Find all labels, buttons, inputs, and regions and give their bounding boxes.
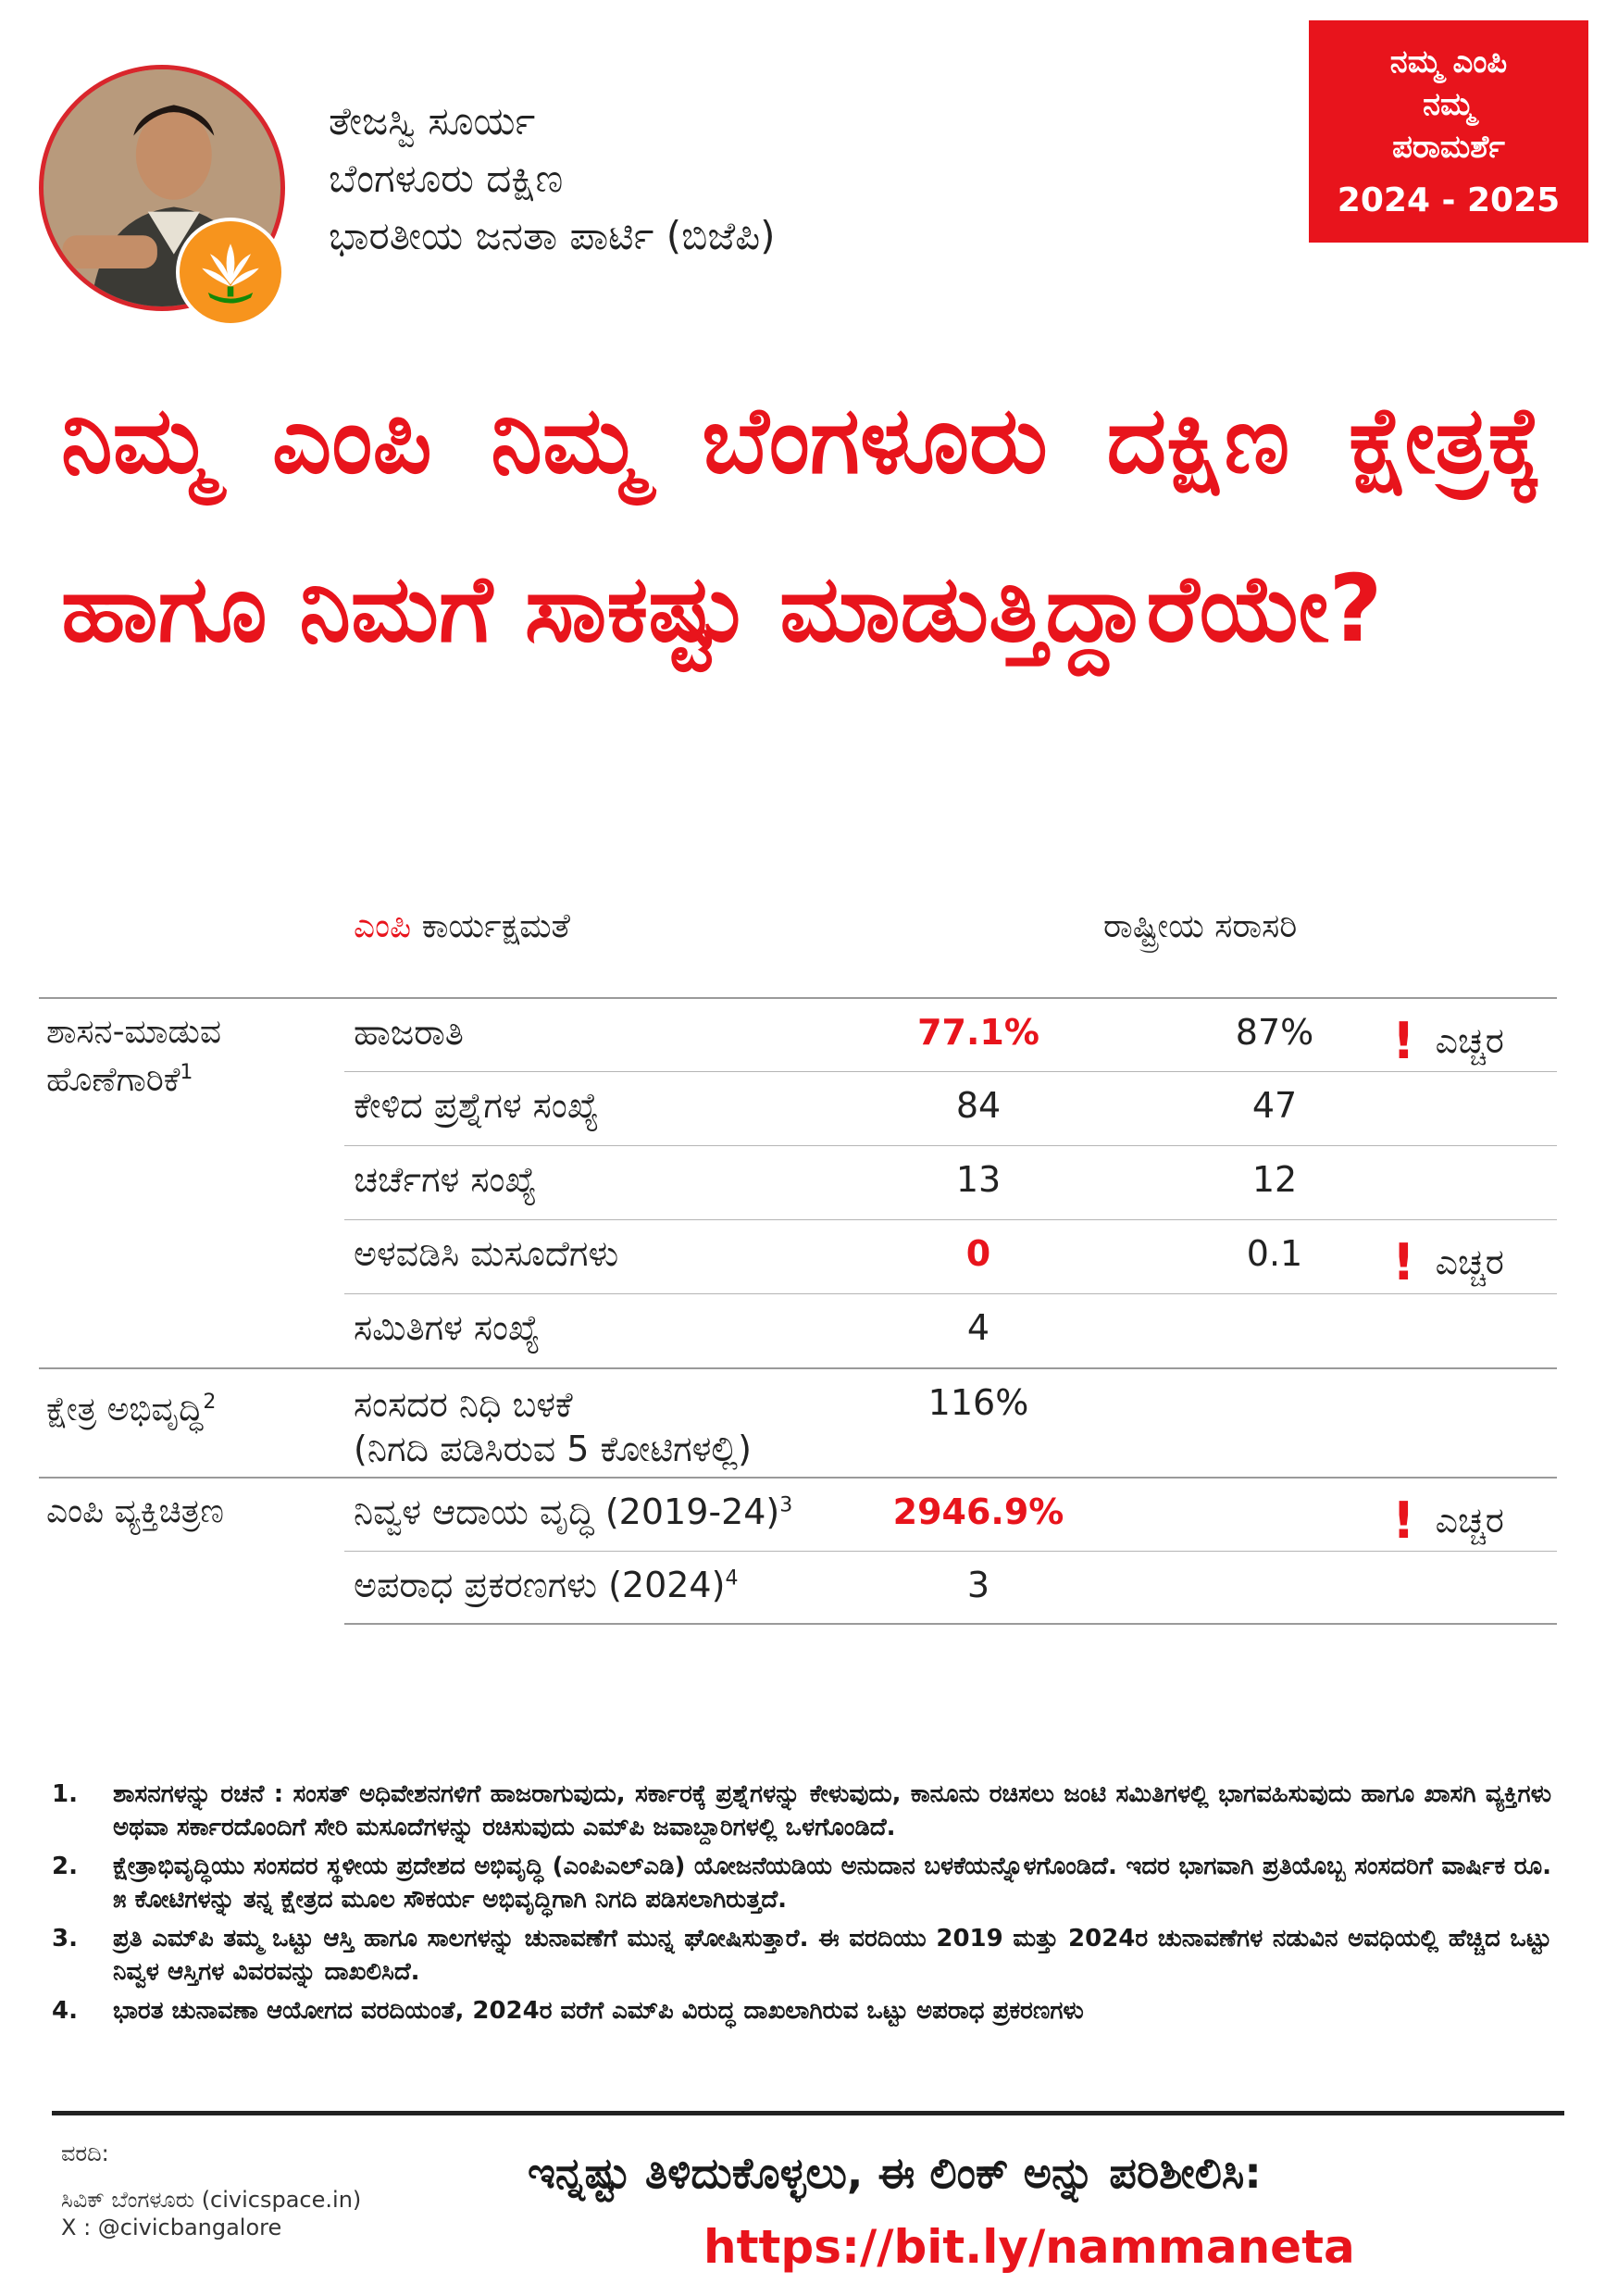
section-profile: ಎಂಪಿ ವ್ಯಕ್ತಿಚಿತ್ರಣ <box>46 1492 224 1530</box>
mp-info <box>329 93 776 265</box>
section-legislative-line1: ಶಾಸನ-ಮಾಡುವ <box>46 1013 221 1051</box>
footnotes <box>52 1778 1551 2033</box>
table-row <box>344 1551 1557 1625</box>
metric-label-text: ನಿವ್ವಳ ಆದಾಯ ವೃದ್ಧಿ (2019-24) <box>354 1491 780 1532</box>
column-header-mp <box>354 907 570 946</box>
footnote-number: 2. <box>52 1853 78 1880</box>
metric-label: ಅಳವಡಿಸಿ ಮಸೂದೆಗಳು <box>354 1233 619 1274</box>
column-header-national: ರಾಷ್ಟ್ರೀಯ ಸರಾಸರಿ <box>1103 907 1298 945</box>
footnote-text: ಭಾರತ ಚುನಾವಣಾ ಆಯೋಗದ ವರದಿಯಂತೆ, 2024ರ ವರೆಗೆ ಎಮ್‌ಪಿ ವಿರುದ್ಧ ದಾಖಲಾಗಿರುವ ಒಟ್ಟು ಅಪರಾಧ ಪ್ರಕರಣಗಳು <box>113 1997 1084 2025</box>
brand-line-2: ನಮ್ಮ <box>1423 86 1475 123</box>
brand-line-1: ನಮ್ಮ ಎಂಪಿ <box>1389 44 1508 81</box>
metric-label <box>354 1565 738 1606</box>
exclamation-icon: ! <box>1392 1491 1415 1550</box>
table-row <box>344 1293 1557 1367</box>
warning-flag <box>1392 1233 1504 1292</box>
national-value: 47 <box>1251 1085 1298 1126</box>
footnote-text: ಶಾಸನಗಳನ್ನು ರಚನೆ : ಸಂಸತ್ ಅಧಿವೇಶನಗಳಿಗೆ ಹಾಜರಾಗುವುದು, ಸರ್ಕಾರಕ್ಕೆ ಪ್ರಶ್ನೆಗಳನ್ನು ಕೇಳುವುದು, ಕಾನೂನು ರಚಿಸಲು ಜಂಟಿ ಸಮಿತಿಗಳಲ್ಲಿ ಭಾಗವಹಿಸುವುದು ಹಾಗೂ ಖಾಸಗಿ ವ್ಯಕ್ತಿಗಳು ಅಥವಾ ಸರ್ಕಾರದೊಂದಿಗೆ ಸೇರಿ ಮಸೂದೆಗಳನ್ನು ರಚಿಸುವುದು ಎಮ್‌ಪಿ ಜವಾಬ್ದಾರಿಗಳಲ್ಲಿ ಒಳಗೊಂಡಿದೆ. <box>113 1780 1551 1841</box>
mp-value: 2946.9% <box>892 1491 1064 1532</box>
mp-value: 84 <box>955 1085 1002 1126</box>
national-value: 12 <box>1251 1159 1298 1200</box>
headline <box>61 356 1542 693</box>
national-value: 0.1 <box>1246 1233 1303 1274</box>
mp-value: 77.1% <box>917 1012 1039 1053</box>
metric-label: ಚರ್ಚೆಗಳ ಸಂಖ್ಯೆ <box>354 1159 537 1200</box>
footer-divider <box>52 2111 1564 2115</box>
column-header-mp-rest: ಕಾರ್ಯಕ್ಷಮತೆ <box>421 907 570 945</box>
footnote-ref: 4 <box>725 1566 739 1591</box>
metric-label-text: ಅಪರಾಧ ಪ್ರಕರಣಗಳು (2024) <box>354 1565 726 1605</box>
section-legislative-line2: ಹೊಣೆಗಾರಿಕೆ <box>46 1061 180 1099</box>
metric-label-line2: (ನಿಗದಿ ಪಡಿಸಿರುವ 5 ಕೋಟಿಗಳಲ್ಲಿ) <box>354 1429 752 1469</box>
footnote-item <box>52 1778 1551 1844</box>
brand-years: 2024 - 2025 <box>1337 181 1561 219</box>
footnote-ref: 2 <box>203 1391 217 1414</box>
lotus-icon <box>180 221 281 323</box>
national-value: 87% <box>1235 1012 1314 1053</box>
footnote-item <box>52 1850 1551 1916</box>
footnote-number: 3. <box>52 1925 78 1953</box>
exclamation-icon: ! <box>1392 1012 1415 1070</box>
section-legislative <box>46 1012 221 1101</box>
headline-part-1: ನಿಮ್ಮ ಎಂಪಿ ನಿಮ್ಮ <box>61 386 643 494</box>
brand-line-3: ಪರಾಮರ್ಶೆ <box>1392 129 1505 166</box>
warning-label: ಎಚ್ಚರ <box>1435 1242 1504 1282</box>
metric-label <box>354 1491 792 1533</box>
headline-part-2: ಬೆಂಗಳೂರು ದಕ್ಷಿಣ <box>702 386 1290 494</box>
headline-part-3: ಕ್ಷೇತ್ರಕ್ಕೆ ಹಾಗೂ ನಿಮಗೆ ಸಾಕಷ್ಟು ಮಾಡುತ್ತಿದ್ದಾರೆಯೇ? <box>61 386 1542 663</box>
warning-label: ಎಚ್ಚರ <box>1435 1500 1504 1541</box>
mp-name: ತೇಜಸ್ವಿ ಸೂರ್ಯ <box>329 98 536 144</box>
section-development-label: ಕ್ಷೇತ್ರ ಅಭಿವೃದ್ಧಿ <box>46 1391 204 1429</box>
bjp-lotus-logo <box>176 218 285 327</box>
table-row <box>344 1145 1557 1219</box>
warning-flag <box>1392 1012 1504 1070</box>
exclamation-icon: ! <box>1392 1233 1415 1292</box>
byline-x-handle: X : @civicbangalore <box>61 2215 282 2240</box>
column-header-mp-prefix: ಎಂಪಿ <box>354 907 412 945</box>
footnote-number: 4. <box>52 1997 78 2025</box>
performance-table <box>39 997 1557 1625</box>
table-row <box>39 1477 1557 1551</box>
mp-value: 116% <box>927 1382 1029 1423</box>
mp-value: 3 <box>966 1565 990 1605</box>
table-row <box>344 1219 1557 1293</box>
brand-box <box>1309 20 1588 243</box>
warning-flag <box>1392 1491 1504 1550</box>
cta-text: ಇನ್ನಷ್ಟು ತಿಳಿದುಕೊಳ್ಳಲು, ಈ ಲಿಂಕ್ ಅನ್ನು ಪರಿಶೀಲಿಸಿ: <box>528 2148 1262 2198</box>
footnote-number: 1. <box>52 1780 78 1808</box>
metric-label-line1: ಸಂಸದರ ನಿಧಿ ಬಳಕೆ <box>354 1384 573 1425</box>
table-row <box>39 1367 1557 1477</box>
mp-value: 0 <box>965 1233 991 1274</box>
metric-label: ಸಮಿತಿಗಳ ಸಂಖ್ಯೆ <box>354 1307 541 1348</box>
metric-label <box>354 1382 752 1471</box>
footnote-ref: 1 <box>180 1061 193 1084</box>
footnote-text: ಪ್ರತಿ ಎಮ್‌ಪಿ ತಮ್ಮ ಒಟ್ಟು ಆಸ್ತಿ ಹಾಗೂ ಸಾಲಗಳನ್ನು ಚುನಾವಣೆಗೆ ಮುನ್ನ ಘೋಷಿಸುತ್ತಾರೆ. ಈ ವರದಿಯು 2019 ಮತ್ತು 2024ರ ಚುನಾವಣೆಗಳ ನಡುವಿನ ಅವಧಿಯಲ್ಲಿ ಹೆಚ್ಚಿದ ಒಟ್ಟು ನಿವ್ವಳ ಆಸ್ತಿಗಳ ವಿವರವನ್ನು ದಾಖಲಿಸಿದೆ. <box>113 1925 1551 1986</box>
footnote-item <box>52 1994 1551 2028</box>
mp-value: 13 <box>955 1159 1002 1200</box>
mp-party: ಭಾರತೀಯ ಜನತಾ ಪಾರ್ಟಿ (ಬಿಜೆಪಿ) <box>329 213 776 258</box>
footnote-item <box>52 1922 1551 1989</box>
footnote-text: ಕ್ಷೇತ್ರಾಭಿವೃದ್ಧಿಯು ಸಂಸದರ ಸ್ಥಳೀಯ ಪ್ರದೇಶದ ಅಭಿವೃದ್ಧಿ (ಎಂಪಿಎಲ್‌ಎಡಿ) ಯೋಜನೆಯಡಿಯ ಅನುದಾನ ಬಳಕೆಯನ್ನೊಳಗೊಂಡಿದೆ. ಇದರ ಭಾಗವಾಗಿ ಪ್ರತಿಯೊಬ್ಬ ಸಂಸದರಿಗೆ ವಾರ್ಷಿಕ ರೂ. ೫ ಕೋಟಿಗಳನ್ನು ತನ್ನ ಕ್ಷೇತ್ರದ ಮೂಲ ಸೌಕರ್ಯ ಅಭಿವೃದ್ಧಿಗಾಗಿ ನಿಗದಿ ಪಡಿಸಲಾಗಿರುತ್ತದೆ. <box>113 1853 1551 1914</box>
mp-constituency: ಬೆಂಗಳೂರು ದಕ್ಷಿಣ <box>329 156 564 201</box>
mp-value: 4 <box>966 1307 990 1348</box>
table-row <box>39 997 1557 1099</box>
table-row <box>344 1071 1557 1145</box>
byline-label: ವರದಿ: <box>61 2140 109 2166</box>
warning-label: ಎಚ್ಚರ <box>1435 1020 1504 1061</box>
metric-label: ಕೇಳಿದ ಪ್ರಶ್ನೆಗಳ ಸಂಖ್ಯೆ <box>354 1085 600 1126</box>
section-development <box>46 1382 216 1430</box>
byline-org: ಸಿವಿಕ್ ಬೆಂಗಳೂರು (civicspace.in) <box>61 2187 362 2213</box>
more-info-link[interactable]: https://bit.ly/nammaneta <box>703 2220 1355 2274</box>
footnote-ref: 3 <box>779 1493 793 1517</box>
metric-label: ಹಾಜರಾತಿ <box>354 1012 464 1053</box>
